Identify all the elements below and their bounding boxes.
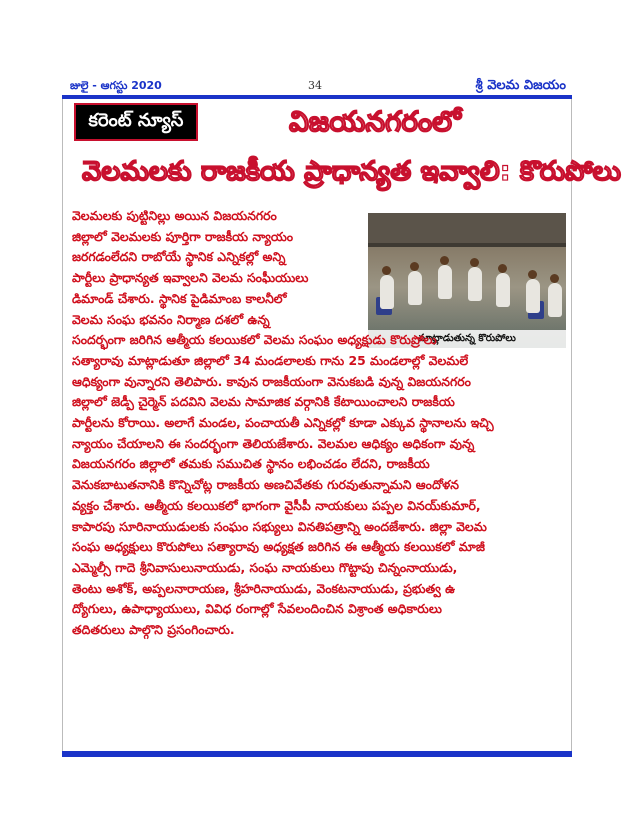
magazine-title: శ్రీ వెలమ విజయం: [475, 78, 566, 93]
body-line: వెనుకబాటుతనానికి కొన్నిచోట్ల రాజకీయ అణచివేతకు గురవుతున్నామని ఆందోళన: [72, 477, 459, 493]
body-line: ద్యోగులు, ఉపాధ్యాయులు, వివిధ రంగాల్లో సేవలందించిన విశ్రాంత అధికారులు: [72, 601, 442, 617]
article-body: [72, 206, 568, 641]
body-line: ఆధిక్యంగా వున్నారని తెలిపారు. కావున రాజకీయంగా వెనుకబడి వున్న విజయనగరం: [72, 373, 471, 389]
page-number: 34: [308, 79, 322, 92]
photo-caption: మాట్లాడుతున్న కొరుపోలు: [368, 330, 566, 348]
body-line: సత్యారావు మాట్లాడుతూ జిల్లాలో 34 మండలాలకు గాను 25 మండలాల్లో వెలమలే: [72, 352, 469, 368]
body-line: డిమాండ్ చేశారు. స్థానిక పైడిమాంబ కాలనీలో: [72, 290, 287, 306]
body-line: జరగడంలేదని రాబోయే స్థానిక ఎన్నికల్లో అన్ని: [72, 249, 286, 265]
body-line: వ్యక్తం చేశారు. ఆత్మీయ కలయికలో భాగంగా వైసీపీ నాయకులు పప్పల వినయ్‌కుమార్,: [72, 497, 481, 513]
body-line: జిల్లాలో జెడ్పీ చైర్మెన్ పదవిని వెలమ సామాజిక వర్గానికి కేటాయించాలని రాజకీయ: [72, 394, 455, 410]
body-line: విజయనగరం జిల్లాలో తమకు సముచిత స్థానం లభించడం లేదని, రాజకీయ: [72, 456, 430, 472]
issue-date: జులై - ఆగస్టు 2020: [70, 79, 162, 92]
headline-line-1: విజయనగరంలో: [289, 105, 461, 138]
body-line: తదితరులు పాల్గొని ప్రసంగించారు.: [72, 622, 235, 638]
body-line: ఎమ్మెల్సీ గాదె శ్రీనివాసులునాయుడు, సంఘ నాయకులు గొట్టాపు చిన్నంనాయుడు,: [72, 559, 458, 575]
body-line: జిల్లాలో వెలమలకు పూర్తిగా రాజకీయ న్యాయం: [72, 228, 294, 244]
body-line: కాపారపు సూరినాయుడులకు సంఘం సభ్యులు వినతిపత్రాన్ని అందజేశారు. జిల్లా వెలమ: [72, 518, 487, 534]
body-line: సందర్భంగా జరిగిన ఆత్మీయ కలయికలో వెలమ సంఘం అధ్యక్షుడు కొరుప్రోలు: [72, 332, 437, 348]
body-line: పార్టీలు ప్రాధాన్యత ఇవ్వాలని వెలమ సంఘీయులు: [72, 270, 309, 286]
body-line: న్యాయం చేయాలని ఈ సందర్భంగా తెలియజేశారు. వెలమల ఆధిక్యం అధికంగా వున్న: [72, 435, 475, 451]
body-line: పార్టీలను కోరాయి. అలాగే మండల, పంచాయతీ ఎన్నికల్లో కూడా ఎక్కువ స్థానాలను ఇచ్చి: [72, 415, 494, 431]
body-line: తెంటు అశోక్, అప్పలనారాయణ, శ్రీహరినాయుడు, వెంకటనాయుడు, ప్రభుత్వ ఉ: [72, 580, 455, 596]
body-line: సంఘ అధ్యక్షులు కొరుపోలు సత్యారావు అధ్యక్షత జరిగిన ఈ ఆత్మీయ కలయికలో మాజీ: [72, 539, 485, 555]
page-footer-bar: [62, 751, 572, 757]
section-tag: [74, 103, 198, 141]
body-line: వెలమ సంఘ భవనం నిర్మాణ దశలో ఉన్న: [72, 311, 270, 327]
headline-line-2: వెలమలకు రాజకీయ ప్రాధాన్యత ఇవ్వాలి: కొరుపోలు: [82, 156, 622, 187]
body-line: వెలమలకు పుట్టినిల్లు అయిన విజయనగరం: [72, 208, 277, 223]
section-tag-label: కరెంట్ న్యూస్: [88, 109, 184, 131]
